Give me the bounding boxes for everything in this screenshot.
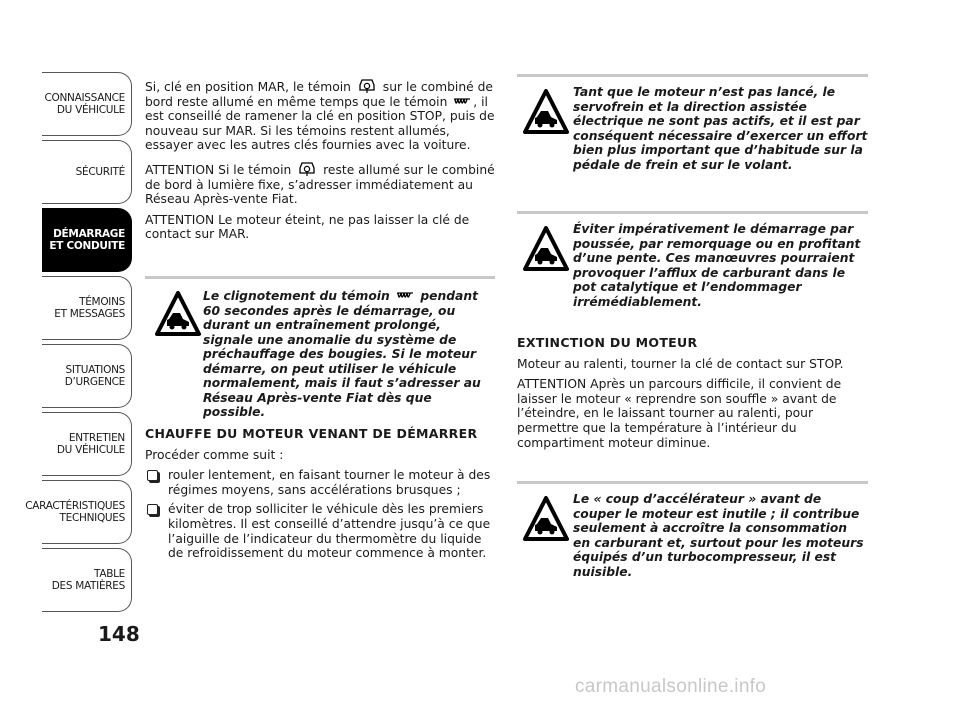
list-item: éviter de trop solliciter le véhicule dès les premiers kilomètres. Il est conseillé d’attendre jusqu’à ce que l’aiguille de l’indicateur du thermomètre du liquide de refroidissement du moteur commence à monter. xyxy=(145,502,495,560)
sidebar-tab-securite[interactable] xyxy=(42,140,132,204)
glow-plug-icon xyxy=(453,97,471,109)
section-heading: CHAUFFE DU MOTEUR VENANT DE DÉMARRER xyxy=(145,426,478,441)
sidebar-tab-label: DÉMARRAGE ET CONDUITE xyxy=(49,228,125,252)
sidebar-tab-demarrage[interactable] xyxy=(42,208,132,272)
warning-box xyxy=(517,481,868,579)
list-item: rouler lentement, en faisant tourner le moteur à des régimes moyens, sans accélérations brusques ; xyxy=(145,468,495,497)
warning-triangle-icon xyxy=(155,291,201,337)
warning-text: Le clignotement du témoin pendant 60 secondes après le démarrage, ou durant un entraînement prolongé, signale une anomalie du système de préchauffage des bougies. Si le moteur démarre, on peut utiliser le véhicule normalement, mais il faut s’adresser au Réseau Après-vente Fiat dès que possible. xyxy=(203,289,481,419)
warning-box xyxy=(517,211,868,309)
sidebar-tab-label: TABLE DES MATIÈRES xyxy=(51,568,125,592)
left-intro-text xyxy=(145,76,495,248)
sidebar-tab-caracteristiques[interactable] xyxy=(25,480,132,544)
paragraph: ATTENTION Après un parcours difficile, il convient de laisser le moteur « reprendre son souffle » avant de l’éteindre, en le laissant tourner au ralenti, pour permettre que la température à l’intérieur du compartiment moteur diminue. xyxy=(517,377,842,450)
warning-text: Tant que le moteur n’est pas lancé, le servofrein et la direction assistée électrique ne sont pas actifs, et il est par conséquent nécessaire d’exercer un effort bien plus important que d’habitude sur la pédale de frein et sur le volant. xyxy=(573,85,868,172)
engine-stop-section xyxy=(517,336,867,456)
warning-text: Le « coup d’accélérateur » avant de couper le moteur est inutile ; il contribue seulement à accroître la consommation en carburant et, surtout pour les moteurs équipés d’un turbocompresseur, il est nuisible. xyxy=(573,492,864,579)
sidebar-tab-label: CARACTÉRISTIQUES TECHNIQUES xyxy=(25,500,125,524)
page-number: 148 xyxy=(98,622,140,646)
sidebar-tab-label: ENTRETIEN DU VÉHICULE xyxy=(56,432,125,456)
sidebar-tab-entretien[interactable] xyxy=(42,412,132,476)
warning-triangle-icon xyxy=(523,226,569,272)
sidebar-tab-table[interactable] xyxy=(42,548,132,612)
sidebar-tab-situations[interactable] xyxy=(42,344,132,408)
paragraph: ATTENTION Le moteur éteint, ne pas laisser la clé de contact sur MAR. xyxy=(145,212,470,242)
watermark: carmanualsonline.info xyxy=(575,676,767,697)
paragraph: Si, clé en position MAR, le témoin sur le combiné de bord reste allumé en même temps que le témoin , il est conseillé de ramener la clé en position STOP, puis de nouveau sur MAR. Si les témoins restent allumés, essayer avec les autres clés fournies avec la voiture. xyxy=(145,76,495,153)
sidebar-tab-label: SITUATIONS D’URGENCE xyxy=(64,364,125,388)
immobilizer-icon xyxy=(357,76,377,94)
sidebar-tab-label: TÉMOINS ET MESSAGES xyxy=(54,296,125,320)
immobilizer-icon xyxy=(297,159,317,177)
warning-triangle-icon xyxy=(523,89,569,135)
sidebar-tab-label: CONNAISSANCE DU VÉHICULE xyxy=(44,92,125,116)
bullet-list xyxy=(145,468,495,561)
sidebar-tab-connaissance[interactable] xyxy=(42,72,132,136)
glow-plug-icon xyxy=(396,291,414,303)
warning-text: Éviter impérativement le démarrage par poussée, par remorquage ou en profitant d’une pente. Ces manœuvres pourraient provoquer l’afflux de carburant dans le pot catalytique et l’endommager irrémédiablement. xyxy=(573,222,861,309)
sidebar-tab-temoins[interactable] xyxy=(42,276,132,340)
paragraph: Procéder comme suit : xyxy=(145,447,284,462)
sidebar-tab-label: SÉCURITÉ xyxy=(75,166,125,178)
warning-box xyxy=(145,276,495,420)
section-heading: EXTINCTION DU MOTEUR xyxy=(517,335,698,350)
warning-triangle-icon xyxy=(523,496,569,542)
warmup-section xyxy=(145,427,495,566)
paragraph: Moteur au ralenti, tourner la clé de contact sur STOP. xyxy=(517,356,844,371)
warning-box xyxy=(517,74,868,172)
paragraph: ATTENTION Si le témoin reste allumé sur le combiné de bord à lumière fixe, s’adresser immédiatement au Réseau Après-vente Fiat. xyxy=(145,159,495,207)
